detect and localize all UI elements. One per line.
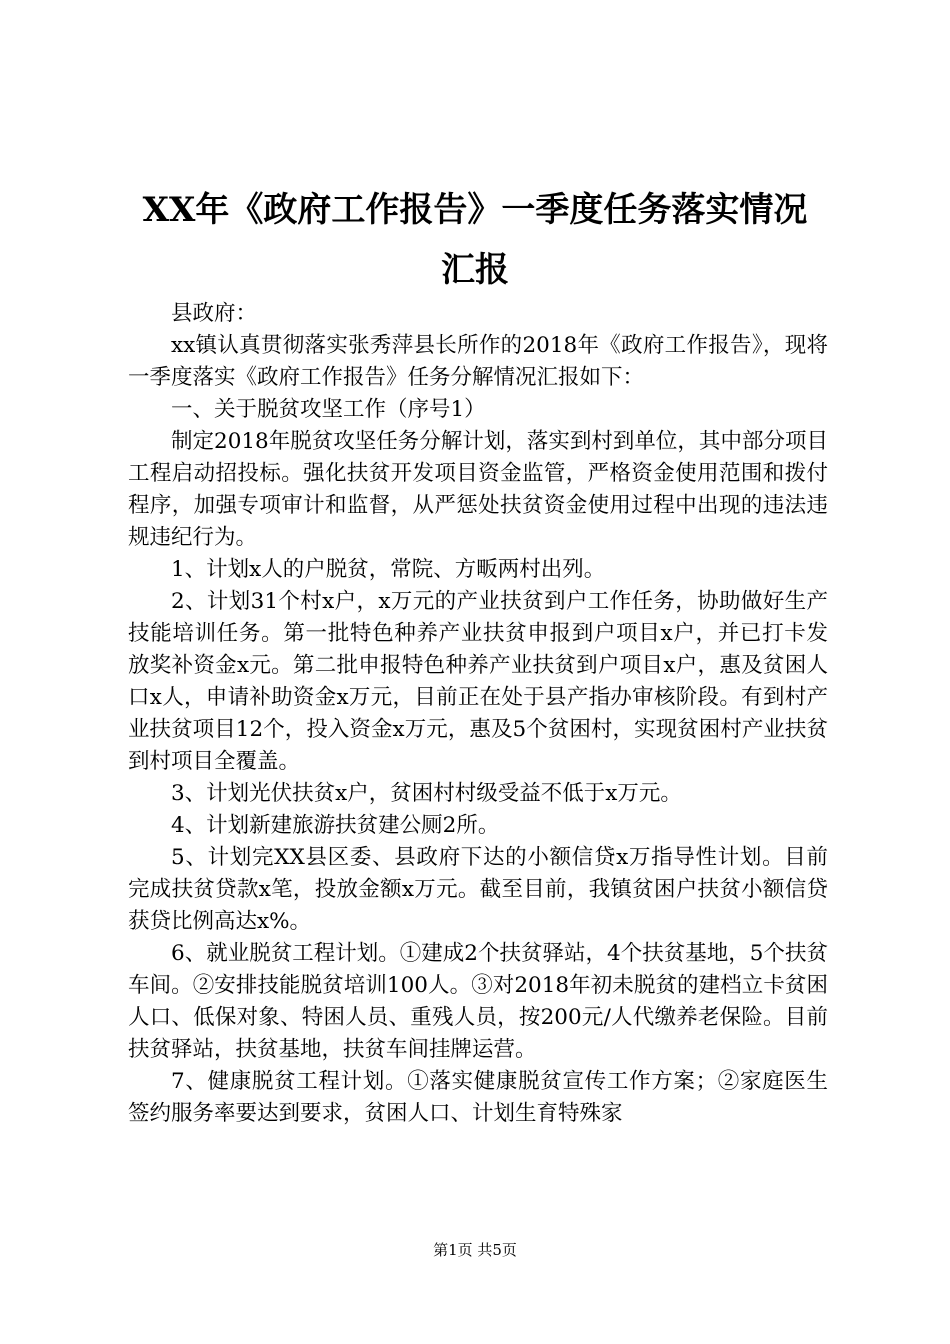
list-item: 5、计划完XX县区委、县政府下达的小额信贷x万指导性计划。目前完成扶贫贷款x笔，投放金额x万元。截至目前，我镇贫困户扶贫小额信贷获贷比例高达x%。 (128, 845, 828, 934)
paragraph-plan: 制定2018年脱贫攻坚任务分解计划，落实到村到单位，其中部分项目工程启动招投标。强化扶贫开发项目资金监管，严格资金使用范围和拨付程序，加强专项审计和监督，从严惩处扶贫资金使用过程中出现的违法违规违纪行为。 (128, 429, 828, 550)
document-body (128, 298, 828, 1130)
paragraph-intro: xx镇认真贯彻落实张秀萍县长所作的2018年《政府工作报告》，现将一季度落实《政府工作报告》任务分解情况汇报如下： (128, 333, 828, 390)
page-footer: 第1页 共5页 (433, 1241, 517, 1259)
list-item: 1、计划x人的户脱贫，常院、方畈两村出列。 (171, 557, 606, 582)
document-title-line-2: 汇报 (441, 250, 509, 290)
list-item: 6、就业脱贫工程计划。①建成2个扶贫驿站，4个扶贫基地，5个扶贫车间。②安排技能脱贫培训100人。③对2018年初未脱贫的建档立卡贫困人口、低保对象、特困人员、重残人员，按200元/人代缴养老保险。目前扶贫驿站，扶贫基地，扶贫车间挂牌运营。 (128, 941, 828, 1062)
list-item: 2、计划31个村x户，x万元的产业扶贫到户工作任务，协助做好生产技能培训任务。第一批特色种养产业扶贫申报到户项目x户，并已打卡发放奖补资金x元。第二批申报特色种养产业扶贫到户项目x户，惠及贫困人口x人，申请补助资金x万元，目前正在处于县产指办审核阶段。有到村产业扶贫项目12个，投入资金x万元，惠及5个贫困村，实现贫困村产业扶贫到村项目全覆盖。 (128, 589, 828, 774)
list-item: 7、健康脱贫工程计划。①落实健康脱贫宣传工作方案；②家庭医生签约服务率要达到要求，贫困人口、计划生育特殊家 (128, 1069, 828, 1126)
list-item: 3、计划光伏扶贫x户，贫困村村级受益不低于x万元。 (171, 781, 682, 806)
document-title-line-1: XX年《政府工作报告》一季度任务落实情况 (142, 190, 808, 230)
section-heading: 一、关于脱贫攻坚工作（序号1） (171, 397, 486, 422)
salutation: 县政府： (171, 301, 258, 326)
list-item: 4、计划新建旅游扶贫建公厕2所。 (171, 813, 500, 838)
